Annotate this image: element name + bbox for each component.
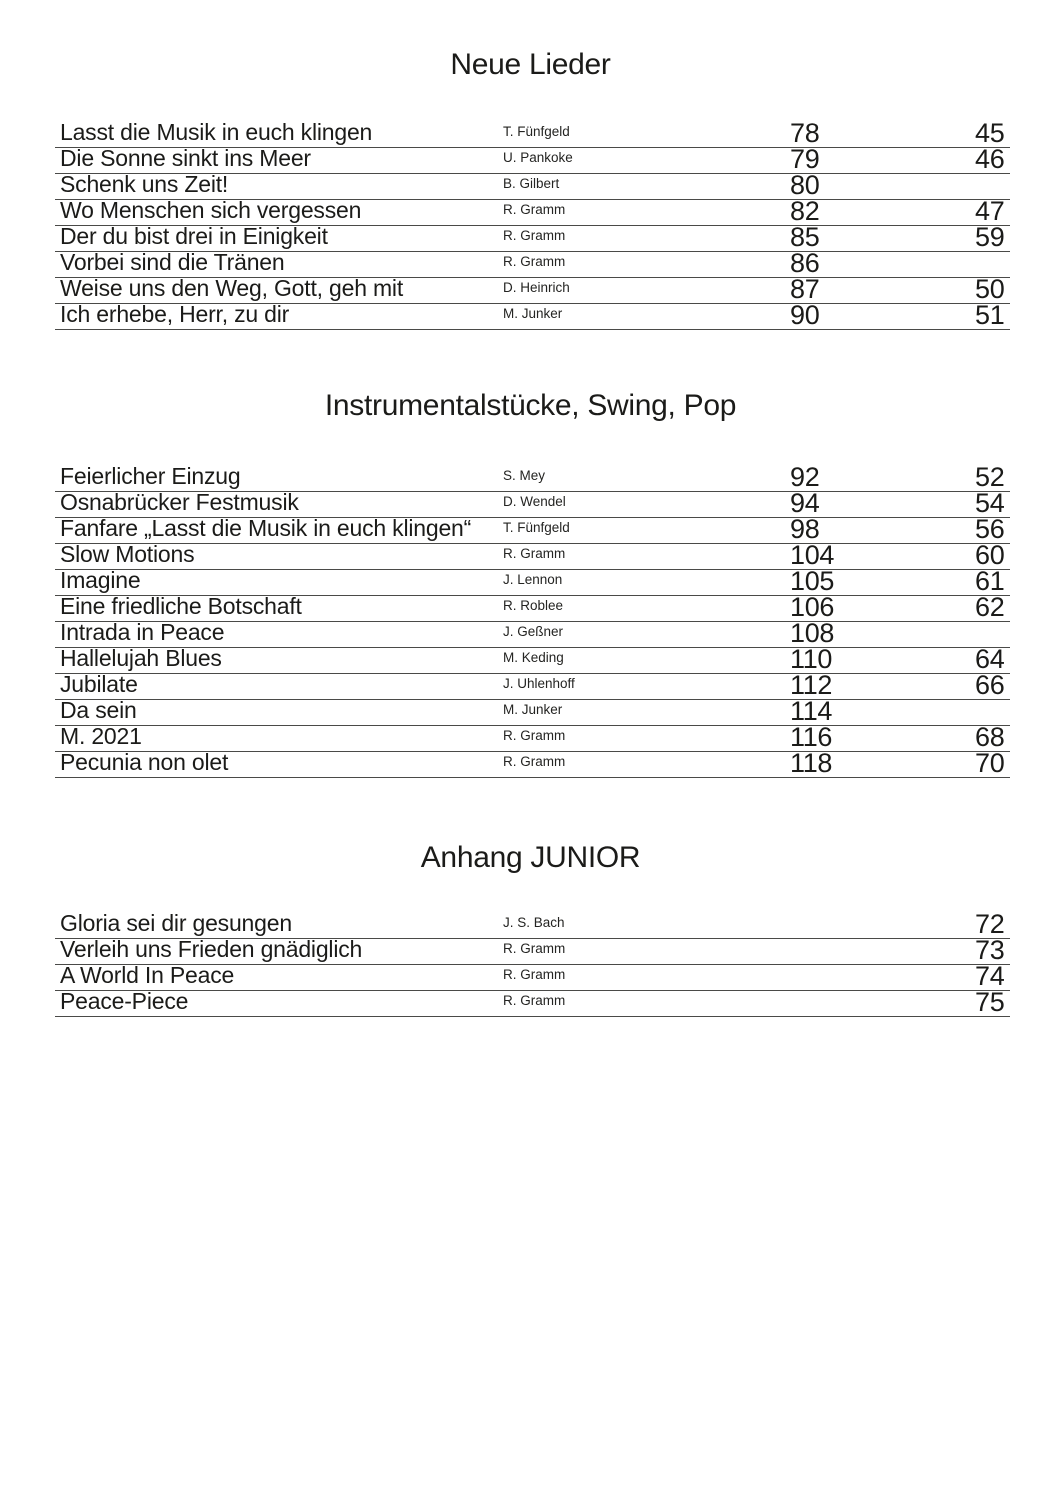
section-neue-lieder xyxy=(0,0,1061,330)
junior-page-number: 54 xyxy=(975,488,1005,518)
junior-page-number: 74 xyxy=(975,961,1005,991)
composer: R. Gramm xyxy=(503,941,566,956)
song-title: Schenk uns Zeit! xyxy=(60,171,229,197)
page-number: 105 xyxy=(790,566,835,596)
page-number: 94 xyxy=(790,488,820,518)
song-title: Imagine xyxy=(60,567,141,593)
page-number: 78 xyxy=(790,118,820,148)
page-number: 106 xyxy=(790,592,835,622)
page-number: 86 xyxy=(790,248,820,278)
song-title: Der du bist drei in Einigkeit xyxy=(60,223,328,249)
page-number: 104 xyxy=(790,540,835,570)
junior-page-number: 61 xyxy=(975,566,1005,596)
junior-page-number: 52 xyxy=(975,462,1005,492)
song-title: Intrada in Peace xyxy=(60,619,225,645)
composer: R. Gramm xyxy=(503,202,566,217)
junior-page-number: 50 xyxy=(975,274,1005,304)
song-title: Weise uns den Weg, Gott, geh mit xyxy=(60,275,404,301)
song-title: Verleih uns Frieden gnädiglich xyxy=(60,936,363,962)
composer: M. Junker xyxy=(503,306,563,321)
junior-page-number: 51 xyxy=(975,300,1005,330)
junior-page-number: 70 xyxy=(975,748,1005,778)
composer: R. Gramm xyxy=(503,546,566,561)
toc-table xyxy=(55,118,1010,330)
song-title: Feierlicher Einzug xyxy=(60,463,241,489)
composer: R. Gramm xyxy=(503,228,566,243)
page-number: 80 xyxy=(790,170,820,200)
junior-page-number: 60 xyxy=(975,540,1005,570)
junior-page-number: 59 xyxy=(975,222,1005,252)
toc-row xyxy=(55,987,1010,1017)
song-title: Hallelujah Blues xyxy=(60,645,222,671)
composer: R. Roblee xyxy=(503,598,564,613)
section-title: Instrumentalstücke, Swing, Pop xyxy=(324,389,737,422)
toc-row xyxy=(55,748,1010,778)
song-title: Gloria sei dir gesungen xyxy=(60,910,292,936)
junior-page-number: 45 xyxy=(975,118,1005,148)
composer: D. Heinrich xyxy=(503,280,570,295)
page-number: 90 xyxy=(790,300,820,330)
junior-page-number: 73 xyxy=(975,935,1005,965)
song-title: M. 2021 xyxy=(60,723,142,749)
page-number: 116 xyxy=(790,722,833,752)
page-number: 82 xyxy=(790,196,820,226)
song-title: Slow Motions xyxy=(60,541,195,567)
composer: S. Mey xyxy=(503,468,546,483)
junior-page-number: 64 xyxy=(975,644,1005,674)
song-title: A World In Peace xyxy=(60,962,235,988)
page-number: 118 xyxy=(790,748,833,778)
junior-page-number: 62 xyxy=(975,592,1005,622)
composer: R. Gramm xyxy=(503,967,566,982)
song-title: Eine friedliche Botschaft xyxy=(60,593,302,619)
composer: J. Uhlenhoff xyxy=(503,676,575,691)
song-title: Fanfare „Lasst die Musik in euch klingen“ xyxy=(60,515,472,541)
composer: U. Pankoke xyxy=(503,150,573,165)
section-anhang-junior xyxy=(0,778,1061,1017)
composer: T. Fünfgeld xyxy=(503,520,570,535)
page-number: 114 xyxy=(790,696,833,726)
page-number: 92 xyxy=(790,462,820,492)
composer: R. Gramm xyxy=(503,754,566,769)
junior-page-number: 75 xyxy=(975,987,1005,1017)
composer: M. Keding xyxy=(503,650,564,665)
song-title: Lasst die Musik in euch klingen xyxy=(60,119,373,145)
song-title: Die Sonne sinkt ins Meer xyxy=(60,145,311,171)
toc-row xyxy=(55,300,1010,330)
composer: J. Lennon xyxy=(503,572,563,587)
page-number: 79 xyxy=(790,144,820,174)
page-number: 87 xyxy=(790,274,820,304)
song-title: Jubilate xyxy=(60,671,138,697)
song-title: Da sein xyxy=(60,697,137,723)
junior-page-number: 72 xyxy=(975,909,1005,939)
composer: R. Gramm xyxy=(503,254,566,269)
song-title: Ich erhebe, Herr, zu dir xyxy=(60,301,290,327)
composer: R. Gramm xyxy=(503,993,566,1008)
page-number: 110 xyxy=(790,644,833,674)
junior-page-number: 68 xyxy=(975,722,1005,752)
song-title: Wo Menschen sich vergessen xyxy=(60,197,362,223)
toc-table xyxy=(55,462,1010,778)
page-number: 98 xyxy=(790,514,820,544)
song-title: Peace-Piece xyxy=(60,988,189,1014)
composer: D. Wendel xyxy=(503,494,566,509)
section-title: Neue Lieder xyxy=(450,48,611,81)
song-title: Vorbei sind die Tränen xyxy=(60,249,285,275)
composer: T. Fünfgeld xyxy=(503,124,570,139)
junior-page-number: 46 xyxy=(975,144,1005,174)
junior-page-number: 66 xyxy=(975,670,1005,700)
composer: R. Gramm xyxy=(503,728,566,743)
page-number: 108 xyxy=(790,618,835,648)
junior-page-number: 47 xyxy=(975,196,1005,226)
composer: J. Geßner xyxy=(503,624,564,639)
junior-page-number: 56 xyxy=(975,514,1005,544)
page-number: 112 xyxy=(790,670,833,700)
song-title: Pecunia non olet xyxy=(60,749,229,775)
section-instrumentalstuecke-swing-pop xyxy=(0,330,1061,778)
song-title: Osnabrücker Festmusik xyxy=(60,489,299,515)
composer: J. S. Bach xyxy=(503,915,565,930)
page-number: 85 xyxy=(790,222,820,252)
toc-table xyxy=(55,909,1010,1017)
composer: M. Junker xyxy=(503,702,563,717)
composer: B. Gilbert xyxy=(503,176,560,191)
section-title: Anhang JUNIOR xyxy=(420,841,641,874)
